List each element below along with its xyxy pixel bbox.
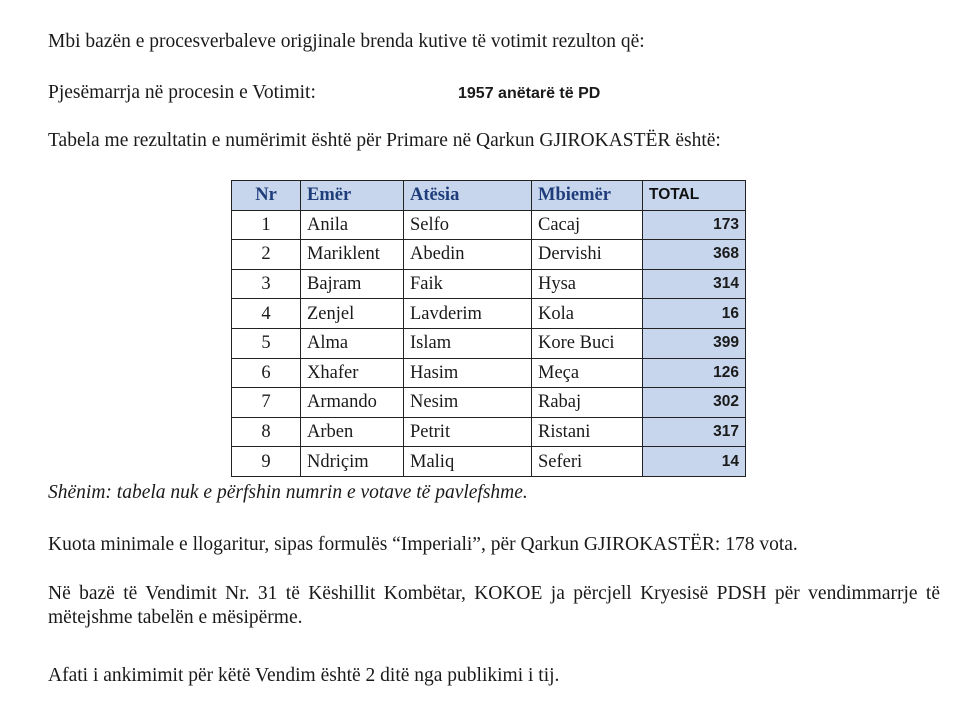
participation-label: Pjesëmarrja në procesin e Votimit:: [48, 82, 316, 103]
table-row: [232, 210, 746, 240]
cell-emer: Armando: [301, 388, 404, 418]
cell-nr: 2: [232, 240, 301, 270]
cell-atesia: Hasim: [404, 358, 532, 388]
participation-value: 1957 anëtarë të PD: [458, 85, 601, 102]
cell-emer: Alma: [301, 328, 404, 358]
cell-atesia: Lavderim: [404, 299, 532, 329]
cell-nr: 7: [232, 388, 301, 418]
cell-atesia: Petrit: [404, 417, 532, 447]
cell-mbiemer: Ristani: [532, 417, 643, 447]
cell-emer: Anila: [301, 210, 404, 240]
table-row: [232, 358, 746, 388]
table-header-row: [232, 181, 746, 211]
table-row: [232, 388, 746, 418]
quota-text: Kuota minimale e llogaritur, sipas formulës “Imperiali”, për Qarkun GJIROKASTËR: 178 vota.: [48, 534, 798, 555]
cell-nr: 4: [232, 299, 301, 329]
header-emer: Emër: [301, 181, 404, 211]
cell-atesia: Islam: [404, 328, 532, 358]
cell-mbiemer: Seferi: [532, 447, 643, 477]
cell-total: 126: [643, 358, 746, 388]
header-mbiemer: Mbiemër: [532, 181, 643, 211]
participation-line: [48, 81, 940, 105]
intro-text: Mbi bazën e procesverbaleve origjinale brenda kutive të votimit rezulton që:: [48, 31, 645, 52]
cell-total: 302: [643, 388, 746, 418]
cell-mbiemer: Dervishi: [532, 240, 643, 270]
cell-total: 314: [643, 269, 746, 299]
decision-text: Në bazë të Vendimit Nr. 31 të Këshillit Kombëtar, KOKOE ja përcjell Kryesisë PDSH për vendimmarrje të mëtejshme tabelën e mësipërme.: [48, 583, 940, 628]
cell-mbiemer: Hysa: [532, 269, 643, 299]
table-row: [232, 328, 746, 358]
cell-atesia: Faik: [404, 269, 532, 299]
cell-nr: 9: [232, 447, 301, 477]
cell-nr: 5: [232, 328, 301, 358]
note-text: Shënim: tabela nuk e përfshin numrin e votave të pavlefshme.: [48, 482, 528, 503]
cell-mbiemer: Meça: [532, 358, 643, 388]
cell-emer: Ndriçim: [301, 447, 404, 477]
cell-total: 14: [643, 447, 746, 477]
table-body: [232, 210, 746, 476]
cell-nr: 8: [232, 417, 301, 447]
table-row: [232, 299, 746, 329]
deadline-text: Afati i ankimimit për këtë Vendim është 2 ditë nga publikimi i tij.: [48, 665, 560, 686]
cell-atesia: Nesim: [404, 388, 532, 418]
cell-total: 173: [643, 210, 746, 240]
cell-emer: Xhafer: [301, 358, 404, 388]
header-nr: Nr: [232, 181, 301, 211]
cell-mbiemer: Rabaj: [532, 388, 643, 418]
cell-total: 368: [643, 240, 746, 270]
table-row: [232, 417, 746, 447]
cell-mbiemer: Kore Buci: [532, 328, 643, 358]
cell-mbiemer: Cacaj: [532, 210, 643, 240]
cell-nr: 3: [232, 269, 301, 299]
cell-atesia: Maliq: [404, 447, 532, 477]
cell-emer: Zenjel: [301, 299, 404, 329]
header-atesia: Atësia: [404, 181, 532, 211]
cell-emer: Bajram: [301, 269, 404, 299]
table-intro-text: Tabela me rezultatin e numërimit është për Primare në Qarkun GJIROKASTËR është:: [48, 130, 721, 151]
cell-emer: Arben: [301, 417, 404, 447]
table-row: [232, 269, 746, 299]
header-total: TOTAL: [643, 181, 746, 211]
cell-nr: 1: [232, 210, 301, 240]
results-table: [231, 180, 746, 477]
cell-emer: Mariklent: [301, 240, 404, 270]
cell-mbiemer: Kola: [532, 299, 643, 329]
cell-total: 399: [643, 328, 746, 358]
table-row: [232, 447, 746, 477]
cell-total: 317: [643, 417, 746, 447]
table-row: [232, 240, 746, 270]
cell-atesia: Abedin: [404, 240, 532, 270]
cell-atesia: Selfo: [404, 210, 532, 240]
cell-total: 16: [643, 299, 746, 329]
cell-nr: 6: [232, 358, 301, 388]
